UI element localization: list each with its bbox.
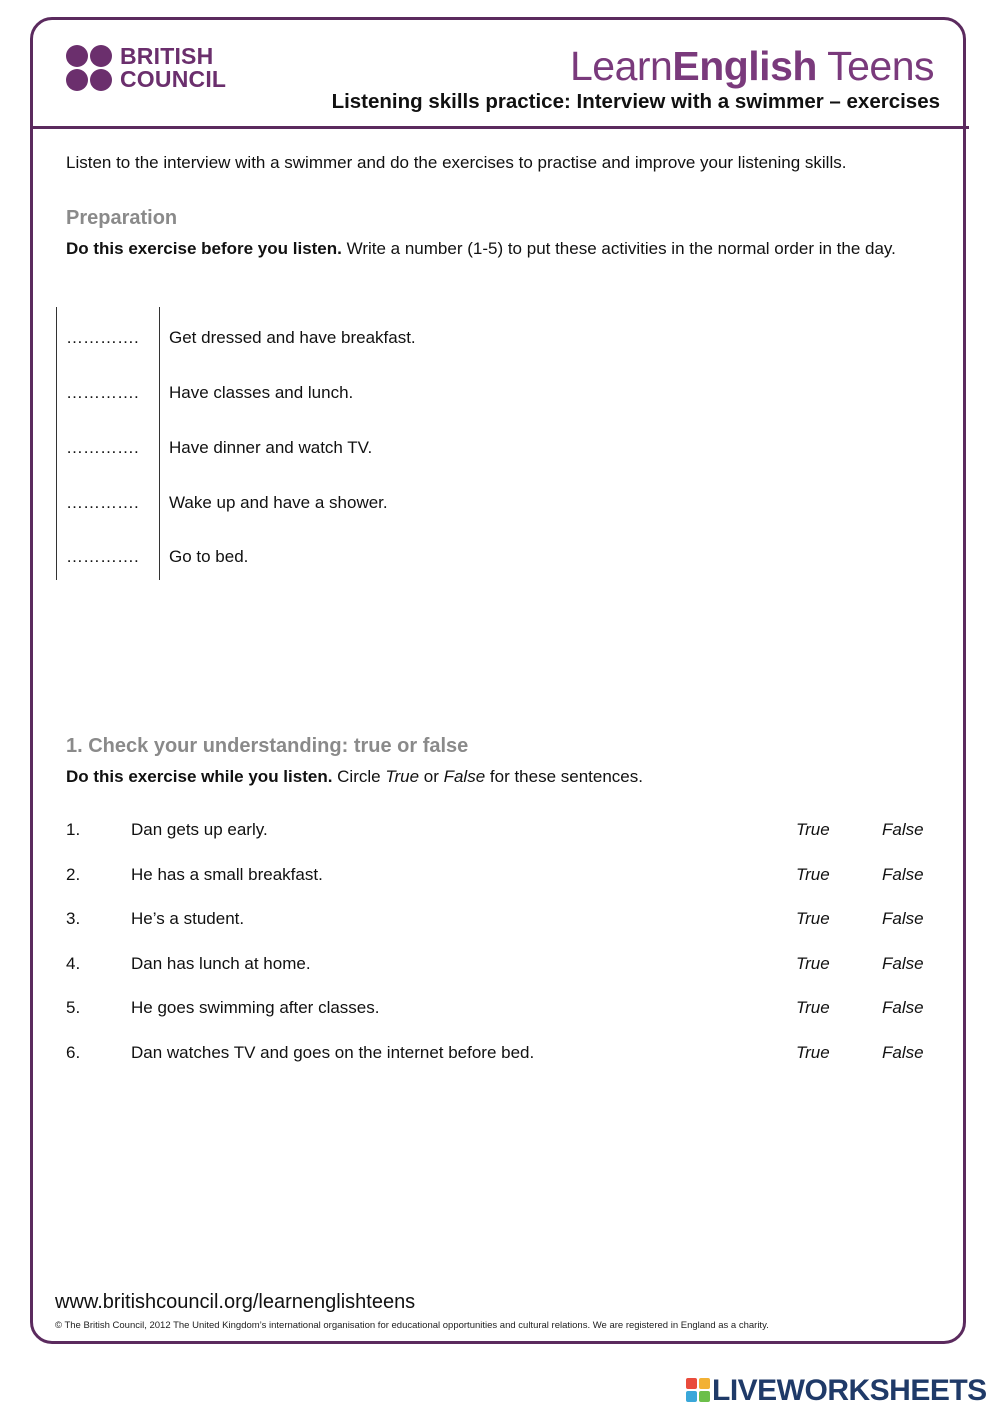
activity-text: Get dressed and have breakfast. [169,328,416,347]
statement-text: Dan has lunch at home. [131,954,311,973]
copyright-notice: © The British Council, 2012 The United Kingdom’s international organisation for educational opportunities and cultural relations. We are registered in England as a charity. [55,1320,769,1331]
false-option[interactable]: False [882,1043,924,1062]
false-option[interactable]: False [882,909,924,928]
item-number: 5. [66,998,81,1017]
intro-text: Listen to the interview with a swimmer and do the exercises to practise and improve your listening skills. [66,153,847,172]
number-blank[interactable]: …………. [66,383,139,402]
false-option[interactable]: False [882,998,924,1017]
statement-text: Dan gets up early. [131,820,268,839]
item-number: 2. [66,865,81,884]
true-false-row [66,954,936,978]
true-false-row [66,820,936,844]
liveworksheets-watermark [686,1374,986,1408]
true-option[interactable]: True [796,820,830,839]
activity-text: Have classes and lunch. [169,383,354,402]
ordering-table [56,307,556,580]
number-blank[interactable]: …………. [66,328,139,347]
table-column-divider [159,307,160,580]
worksheet-title: Listening skills practice: Interview with a swimmer – exercises [331,90,940,113]
false-option[interactable]: False [882,954,924,973]
false-option[interactable]: False [882,820,924,839]
number-blank[interactable]: …………. [66,547,139,566]
true-false-instructions: Do this exercise while you listen. Circle True or False for these sentences. [66,767,643,786]
true-option[interactable]: True [796,909,830,928]
true-option[interactable]: True [796,1043,830,1062]
table-left-border [56,307,57,580]
activity-text: Go to bed. [169,547,249,566]
british-council-dots-icon [66,45,114,93]
learnenglish-teens-logo: LearnEnglish Teens [569,43,934,89]
true-false-row [66,909,936,933]
activity-text: Have dinner and watch TV. [169,438,373,457]
true-option[interactable]: True [796,998,830,1017]
item-number: 3. [66,909,81,928]
statement-text: Dan watches TV and goes on the internet before bed. [131,1043,535,1062]
true-option[interactable]: True [796,954,830,973]
number-blank[interactable]: …………. [66,493,139,512]
header-divider [33,126,969,129]
statement-text: He has a small breakfast. [131,865,323,884]
item-number: 6. [66,1043,81,1062]
liveworksheets-icon [686,1378,710,1402]
true-false-heading: 1. Check your understanding: true or false [66,735,469,757]
true-false-row [66,998,936,1022]
item-number: 4. [66,954,81,973]
activity-text: Wake up and have a shower. [169,493,388,512]
number-blank[interactable]: …………. [66,438,139,457]
statement-text: He’s a student. [131,909,245,928]
true-false-row [66,865,936,889]
preparation-instructions: Do this exercise before you listen. Write a number (1-5) to put these activities in the normal order in the day. [66,239,896,258]
statement-text: He goes swimming after classes. [131,998,380,1017]
true-false-row [66,1043,936,1067]
footer-url[interactable]: www.britishcouncil.org/learnenglishteens [55,1291,416,1313]
item-number: 1. [66,820,81,839]
false-option[interactable]: False [882,865,924,884]
true-option[interactable]: True [796,865,830,884]
british-council-wordmark: BRITISH COUNCIL [120,43,227,92]
liveworksheets-wordmark: LIVEWORKSHEETS [712,1374,987,1407]
preparation-heading: Preparation [66,207,178,229]
